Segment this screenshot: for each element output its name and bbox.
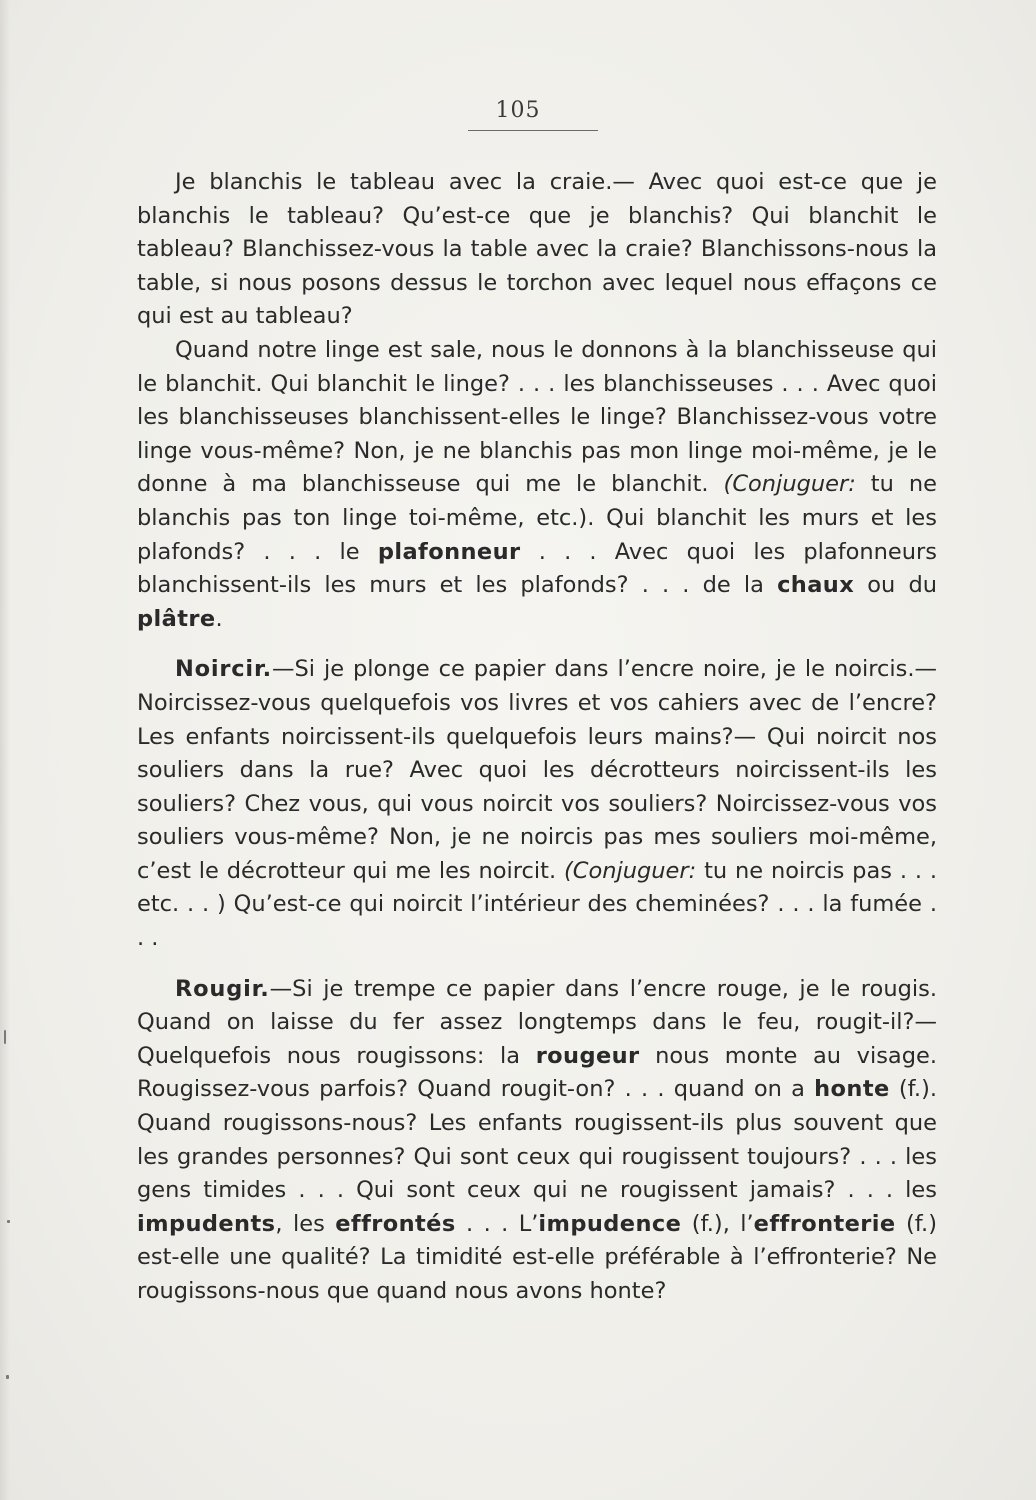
text-run: nous monte au visage. Rougissez-vous parfois? Quand rougit-on? . . . quand on a (137, 1042, 937, 1103)
header-rule (468, 130, 598, 131)
binding-shadow (0, 0, 10, 1500)
text-run: Je blanchis le tableau avec la craie.— Avec quoi est-ce que je blanchis le tableau? Qu’est-ce que je blanchis? Qui blanchit le tableau? Blanchissez-vous la table avec la craie? Blanchissons-nous la table, si nous posons dessus le torchon avec lequel nous effaçons ce qui est au tableau? (137, 169, 937, 330)
text-run: —Si je trempe ce papier dans l’encre rouge, je le rougis. Quand on laisse du fer assez longtemps dans le feu, rougit-il?—Quelquefois nous rougissons: la (137, 975, 937, 1069)
bold-term: plafonneur (377, 538, 521, 565)
text-run: Quand notre linge est sale, nous le donnons à la blanchisseuse qui le blanchit. Qui blanchit le linge? . . . les blanchisseuses . . . Avec quoi les blanchisseuses blanchissent-elles le linge? Blanchissez-vous votre linge vous-même? Non, je ne blanchis pas mon linge moi-même, je le donne à ma blanchisseuse qui me le blanchit. (137, 336, 937, 498)
bold-term: honte (814, 1076, 890, 1103)
text-run: tu ne noircis pas . . . etc. . . ) Qu’est-ce qui noircit l’intérieur des cheminées? . . . la fumée . . . (137, 857, 937, 952)
text-run: . . . L’ (455, 1210, 539, 1237)
bold-term: plâtre (137, 605, 216, 632)
body-text (137, 166, 937, 1309)
paragraph-rougir (137, 973, 937, 1309)
margin-mark (4, 1030, 6, 1044)
paragraph-blanchir-linge (137, 334, 937, 636)
bold-term: impudents (137, 1210, 276, 1237)
bold-term: effrontés (335, 1210, 456, 1237)
bold-term: rougeur (535, 1042, 640, 1069)
text-run: tu ne blanchis pas ton linge toi-même, etc.). Qui blanchit les murs et les plafonds? . . . le (137, 471, 937, 565)
paragraph-blanchir-tableau (137, 166, 937, 334)
text-run: . (215, 605, 223, 632)
text-run: (f.). Quand rougissons-nous? Les enfants rougissent-ils plus souvent que les grandes personnes? Qui sont ceux qui rougissent toujours? . . . les gens timides . . . Qui sont ceux qui ne rougissent jamais? . . . les (137, 1076, 938, 1204)
text-run: —Si je plonge ce papier dans l’encre noire, je le noircis.— Noircissez-vous quelquefois vos livres et vos cahiers avec de l’encre? Les enfants noircissent-ils quelquefois leurs mains?— Qui noircit nos souliers dans la rue? Avec quoi les décrotteurs noircissent-ils les souliers? Chez vous, qui vous noircit vos souliers? Noircissez-vous vos souliers vous-même? Non, je ne noircis pas mes souliers moi-même, c’est le décrotteur qui me les noircit. (137, 656, 937, 884)
margin-mark (6, 1375, 9, 1379)
bold-term: effronterie (753, 1210, 896, 1237)
section-heading: Rougir. (175, 975, 270, 1002)
paragraph-gap (137, 636, 937, 653)
italic-instruction: (Conjuguer: (563, 857, 697, 884)
bold-term: impudence (538, 1210, 682, 1237)
italic-instruction: (Conjuguer: (723, 471, 856, 498)
text-run: (f.), l’ (681, 1210, 754, 1237)
paragraph-noircir (137, 653, 937, 955)
section-heading: Noircir. (175, 656, 272, 683)
text-run: , les (275, 1210, 336, 1237)
text-run: . . . Avec quoi les plafonneurs blanchissent-ils les murs et les plafonds? . . . de la (137, 538, 938, 599)
paragraph-gap (137, 956, 937, 973)
page-number: 105 (495, 98, 541, 123)
text-run: (f.) est-elle une qualité? La timidité est-elle préférable à l’effronterie? Ne rougissons-nous que quand nous avons honte? (137, 1210, 937, 1304)
text-run: ou du (854, 572, 937, 599)
margin-mark (7, 1220, 10, 1223)
bold-term: chaux (777, 572, 855, 599)
